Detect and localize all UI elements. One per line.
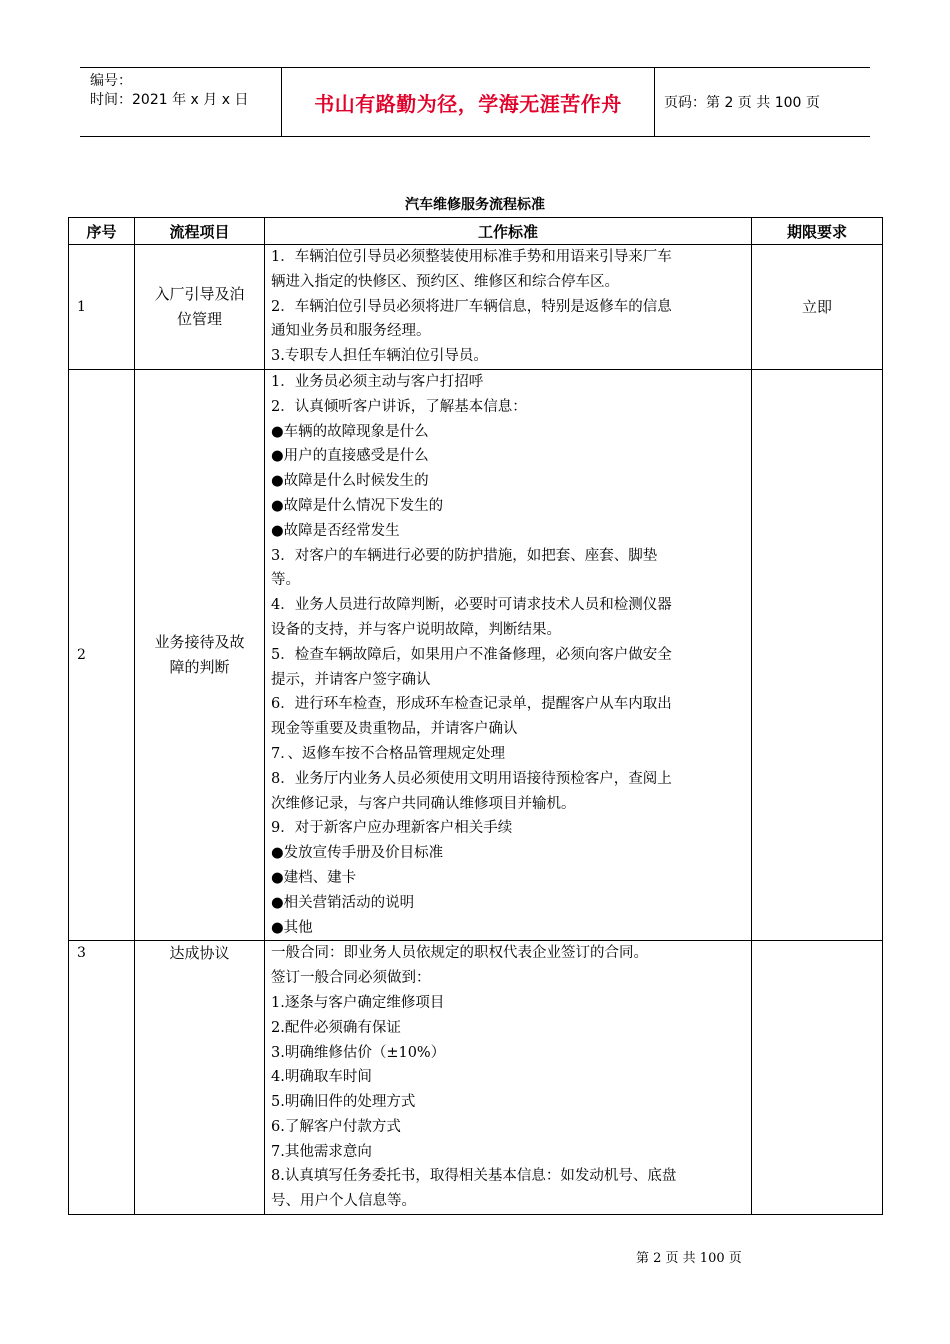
standard-line: 提示，并请客户签字确认 bbox=[271, 671, 431, 688]
standard-line: 签订一般合同必须做到： bbox=[271, 970, 431, 987]
process-item: 入厂引导及泊位管理 bbox=[135, 245, 265, 370]
column-header-work-standard: 工作标准 bbox=[265, 218, 752, 245]
standard-line: 8．业务厅内业务人员必须使用文明用语接待预检客户，查阅上 bbox=[271, 770, 672, 787]
standard-line: 3．对客户的车辆进行必要的防护措施，如把套、座套、脚垫 bbox=[271, 547, 658, 564]
page-header bbox=[80, 67, 870, 137]
row-number: 1 bbox=[69, 245, 135, 370]
standard-line: 现金等重要及贵重物品，并请客户确认 bbox=[271, 721, 518, 738]
standard-line: 2．认真倾听客户讲诉，了解基本信息： bbox=[271, 398, 527, 415]
standard-line: 次维修记录，与客户共同确认维修项目并输机。 bbox=[271, 795, 576, 812]
standard-line: 7．、返修车按不合格品管理规定处理 bbox=[271, 745, 505, 762]
deadline bbox=[752, 941, 883, 1215]
column-header-process-item: 流程项目 bbox=[135, 218, 265, 245]
work-standard bbox=[265, 941, 752, 1215]
service-process-table bbox=[68, 217, 883, 1215]
deadline bbox=[752, 369, 883, 940]
standard-line: ●相关营销活动的说明 bbox=[271, 894, 415, 911]
standard-line: ●发放宣传手册及价目标准 bbox=[271, 845, 444, 862]
standard-line: 设备的支持，并与客户说明故障，判断结果。 bbox=[271, 621, 561, 638]
standard-line: 4．业务人员进行故障判断，必要时可请求技术人员和检测仪器 bbox=[271, 597, 672, 614]
standard-line: 5．检查车辆故障后，如果用户不准备修理，必须向客户做安全 bbox=[271, 646, 672, 663]
header-page-number: 页码：第 2 页 共 100 页 bbox=[664, 95, 820, 111]
page-footer: 第 2 页 共 100 页 bbox=[636, 1251, 742, 1266]
standard-line: ●其他 bbox=[271, 919, 313, 936]
standard-line: 1．车辆泊位引导员必须整装使用标准手势和用语来引导来厂车 bbox=[271, 249, 672, 265]
standard-line: 1．业务员必须主动与客户打招呼 bbox=[271, 373, 484, 390]
work-standard bbox=[265, 369, 752, 940]
standard-line: 6．进行环车检查，形成环车检查记录单，提醒客户从车内取出 bbox=[271, 696, 672, 713]
standard-line: ●故障是什么情况下发生的 bbox=[271, 497, 444, 514]
standard-line: ●故障是什么时候发生的 bbox=[271, 473, 429, 490]
standard-line: 4.明确取车时间 bbox=[271, 1069, 372, 1086]
deadline: 立即 bbox=[752, 245, 883, 370]
header-info bbox=[80, 68, 281, 136]
standard-line: ●车辆的故障现象是什么 bbox=[271, 423, 429, 440]
standard-line: 7.其他需求意向 bbox=[271, 1143, 372, 1160]
standard-line: 1.逐条与客户确定维修项目 bbox=[271, 994, 445, 1011]
standard-line: 2．车辆泊位引导员必须将进厂车辆信息，特别是返修车的信息 bbox=[271, 298, 672, 315]
standard-line: 等。 bbox=[271, 572, 300, 589]
standard-line: 6.了解客户付款方式 bbox=[271, 1118, 401, 1135]
process-item: 业务接待及故障的判断 bbox=[135, 369, 265, 940]
row-number: 3 bbox=[69, 941, 135, 1215]
standard-line: 通知业务员和服务经理。 bbox=[271, 323, 431, 340]
standard-line: ●建档、建卡 bbox=[271, 869, 357, 886]
standard-line: 2.配件必须确有保证 bbox=[271, 1019, 401, 1036]
standard-line: ●故障是否经常发生 bbox=[271, 522, 400, 539]
column-header-number: 序号 bbox=[69, 218, 135, 245]
document-date-label: 时间：2021 年 x 月 x 日 bbox=[90, 92, 249, 108]
work-standard bbox=[265, 245, 752, 370]
standard-line: 一般合同：即业务人员依规定的职权代表企业签订的合同。 bbox=[271, 945, 648, 962]
row-number: 2 bbox=[69, 369, 135, 940]
document-title: 汽车维修服务流程标准 bbox=[405, 197, 545, 213]
standard-line: 8.认真填写任务委托书，取得相关基本信息：如发动机号、底盘 bbox=[271, 1168, 677, 1185]
table-header-row bbox=[69, 218, 883, 245]
standard-line: 3.专职专人担任车辆泊位引导员。 bbox=[271, 348, 488, 365]
table-row bbox=[69, 245, 883, 370]
document-number-label: 编号： bbox=[90, 73, 132, 89]
standard-line: 5.明确旧件的处理方式 bbox=[271, 1094, 416, 1111]
standard-line: ●用户的直接感受是什么 bbox=[271, 448, 429, 465]
table-row bbox=[69, 941, 883, 1215]
process-item: 达成协议 bbox=[135, 941, 265, 1215]
standard-line: 辆进入指定的快修区、预约区、维修区和综合停车区。 bbox=[271, 273, 619, 290]
table-row bbox=[69, 369, 883, 940]
standard-line: 号、用户个人信息等。 bbox=[271, 1193, 416, 1210]
standard-line: 3.明确维修估价（±10%） bbox=[271, 1044, 446, 1061]
header-motto: 书山有路勤为径，学海无涯苦作舟 bbox=[281, 68, 655, 136]
column-header-deadline: 期限要求 bbox=[752, 218, 883, 245]
standard-line: 9．对于新客户应办理新客户相关手续 bbox=[271, 820, 513, 837]
